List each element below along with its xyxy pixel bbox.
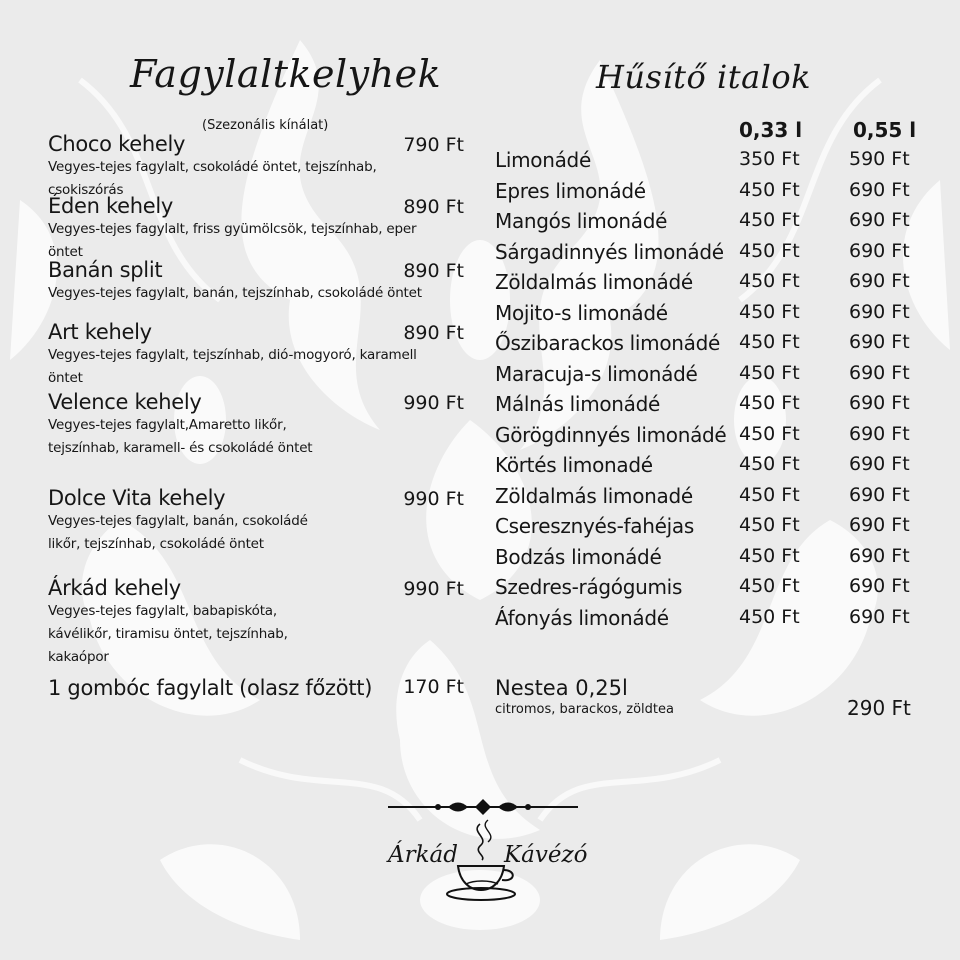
drink-price-large: 690 Ft xyxy=(849,239,910,262)
drink-name: Maracuja-s limonádé xyxy=(495,361,698,386)
drink-name: Mojito-s limonádé xyxy=(495,300,668,325)
drink-row xyxy=(495,148,920,179)
sundae-description: Vegyes-tejes fagylalt, banán, tejszínhab, csokoládé öntet xyxy=(48,285,422,301)
size-large-header: 0,55 l xyxy=(853,118,917,142)
drink-price-large: 690 Ft xyxy=(849,361,910,384)
drink-name: Áfonyás limonádé xyxy=(495,605,669,630)
sundae-name: Art kehely xyxy=(48,320,152,344)
sundae-name: Éden kehely xyxy=(48,194,174,218)
drink-price-small: 450 Ft xyxy=(739,453,800,475)
sundae-price: 890 Ft xyxy=(403,196,464,218)
drink-row xyxy=(495,514,920,545)
drink-name: Epres limonádé xyxy=(495,178,646,203)
drink-price-large: 690 Ft xyxy=(849,270,910,292)
drink-price-small: 450 Ft xyxy=(739,300,800,323)
sundae-description: Vegyes-tejes fagylalt, babapiskóta, kávélikőr, tiramisu öntet, tejszínhab, kakaópor xyxy=(48,603,288,665)
sundae-price: 890 Ft xyxy=(403,260,464,282)
drink-row xyxy=(495,392,920,423)
drink-price-large: 690 Ft xyxy=(849,178,910,201)
drink-row xyxy=(495,484,920,515)
drink-row xyxy=(495,575,920,606)
sundae-name: Dolce Vita kehely xyxy=(48,486,226,510)
drink-price-small: 350 Ft xyxy=(739,148,800,170)
drink-price-large: 690 Ft xyxy=(849,514,910,536)
drinks-column-headers xyxy=(495,118,920,148)
drink-price-large: 690 Ft xyxy=(849,575,910,597)
logo-word-kavezo: Kávézó xyxy=(504,842,588,868)
cafe-logo xyxy=(382,810,588,910)
seasonal-note: (Szezonális kínálat) xyxy=(202,118,329,133)
sundae-description: Vegyes-tejes fagylalt, friss gyümölcsök, tejszínhab, eper öntet xyxy=(48,221,417,260)
sundae-description: Vegyes-tejes fagylalt, banán, csokoládé likőr, tejszínhab, csokoládé öntet xyxy=(48,513,308,552)
drink-row xyxy=(495,362,920,393)
sundae-price: 990 Ft xyxy=(403,578,464,600)
drink-name: Cseresznyés-fahéjas xyxy=(495,514,694,538)
sundae-price: 790 Ft xyxy=(403,134,464,156)
sundae-description: Vegyes-tejes fagylalt, tejszínhab, dió-mogyoró, karamell öntet xyxy=(48,347,417,386)
sundae-price: 890 Ft xyxy=(403,322,464,344)
drink-price-large: 690 Ft xyxy=(849,544,910,567)
drink-price-large: 690 Ft xyxy=(849,331,910,353)
drink-name: Zöldalmás limonadé xyxy=(495,483,693,508)
drink-price-small: 450 Ft xyxy=(739,422,800,445)
drink-price-small: 450 Ft xyxy=(739,178,800,201)
drink-price-small: 450 Ft xyxy=(739,331,800,353)
drink-name: Sárgadinnyés limonádé xyxy=(495,239,724,264)
drink-price-large: 690 Ft xyxy=(849,453,910,475)
sundae-price: 990 Ft xyxy=(403,488,464,510)
scoop-price: 170 Ft xyxy=(403,676,464,698)
drink-name: Körtés limonadé xyxy=(495,453,653,477)
drinks-title: Hűsítő italok xyxy=(596,58,812,96)
drink-row xyxy=(495,179,920,210)
sundae-item-dolce-vita xyxy=(48,486,468,576)
sundae-description: Vegyes-tejes fagylalt, csokoládé öntet, tejszínhab, csokiszórás xyxy=(48,159,377,198)
drink-price-small: 450 Ft xyxy=(739,361,800,384)
drink-price-small: 450 Ft xyxy=(739,514,800,536)
scoop-name: 1 gombóc fagylalt (olasz főzött) xyxy=(48,676,373,700)
drink-price-small: 450 Ft xyxy=(739,544,800,567)
drink-name: Görögdinnyés limonádé xyxy=(495,422,727,447)
drinks-table xyxy=(495,118,920,636)
sundae-list xyxy=(48,132,468,666)
sundae-item-art xyxy=(48,320,468,390)
sundae-price: 990 Ft xyxy=(403,392,464,414)
drink-price-small: 450 Ft xyxy=(739,483,800,506)
drink-name: Őszibarackos limonádé xyxy=(495,331,720,355)
drink-row xyxy=(495,301,920,332)
drink-row xyxy=(495,545,920,576)
drink-row xyxy=(495,270,920,301)
drink-price-large: 690 Ft xyxy=(849,392,910,414)
sundae-item-velence xyxy=(48,390,468,486)
sundae-name: Banán split xyxy=(48,258,163,282)
drink-price-small: 450 Ft xyxy=(739,392,800,414)
drink-price-large: 590 Ft xyxy=(849,148,910,170)
sundae-item-banana-split xyxy=(48,258,468,320)
drink-name: Málnás limonádé xyxy=(495,392,661,416)
sundae-item-choco xyxy=(48,132,468,198)
sundae-description: Vegyes-tejes fagylalt,Amaretto likőr, tejszínhab, karamell- és csokoládé öntet xyxy=(48,417,313,456)
sundaes-title: Fagylaltkelyhek xyxy=(130,52,442,96)
drink-price-small: 450 Ft xyxy=(739,575,800,597)
sundae-name: Velence kehely xyxy=(48,390,202,414)
drink-name: Szedres-rágógumis xyxy=(495,575,683,599)
size-small-header: 0,33 l xyxy=(739,118,803,142)
drink-price-large: 690 Ft xyxy=(849,605,910,628)
nestea-description: citromos, barackos, zöldtea xyxy=(495,702,674,717)
sundae-name: Árkád kehely xyxy=(48,576,181,600)
sundae-item-eden xyxy=(48,194,468,258)
drink-row xyxy=(495,240,920,271)
drink-price-small: 450 Ft xyxy=(739,239,800,262)
drink-name: Mangós limonádé xyxy=(495,209,668,233)
drink-row xyxy=(495,331,920,362)
logo-word-arkad: Árkád xyxy=(388,842,458,868)
nestea-item xyxy=(495,676,920,720)
single-scoop-item xyxy=(48,676,468,700)
sundae-item-arkad xyxy=(48,576,468,666)
drink-rows xyxy=(495,148,920,636)
drink-row xyxy=(495,606,920,637)
nestea-name: Nestea 0,25l xyxy=(495,676,628,700)
drink-price-large: 690 Ft xyxy=(849,483,910,506)
drink-row xyxy=(495,209,920,240)
sundae-name: Choco kehely xyxy=(48,132,186,156)
drink-row xyxy=(495,423,920,454)
nestea-price: 290 Ft xyxy=(847,696,911,720)
drink-name: Limonádé xyxy=(495,148,591,172)
drink-row xyxy=(495,453,920,484)
drink-price-small: 450 Ft xyxy=(739,605,800,628)
drink-name: Bodzás limonádé xyxy=(495,544,662,569)
drink-price-large: 690 Ft xyxy=(849,209,910,231)
drink-price-large: 690 Ft xyxy=(849,422,910,445)
drink-name: Zöldalmás limonádé xyxy=(495,270,693,294)
drink-price-small: 450 Ft xyxy=(739,209,800,231)
drink-price-large: 690 Ft xyxy=(849,300,910,323)
drink-price-small: 450 Ft xyxy=(739,270,800,292)
